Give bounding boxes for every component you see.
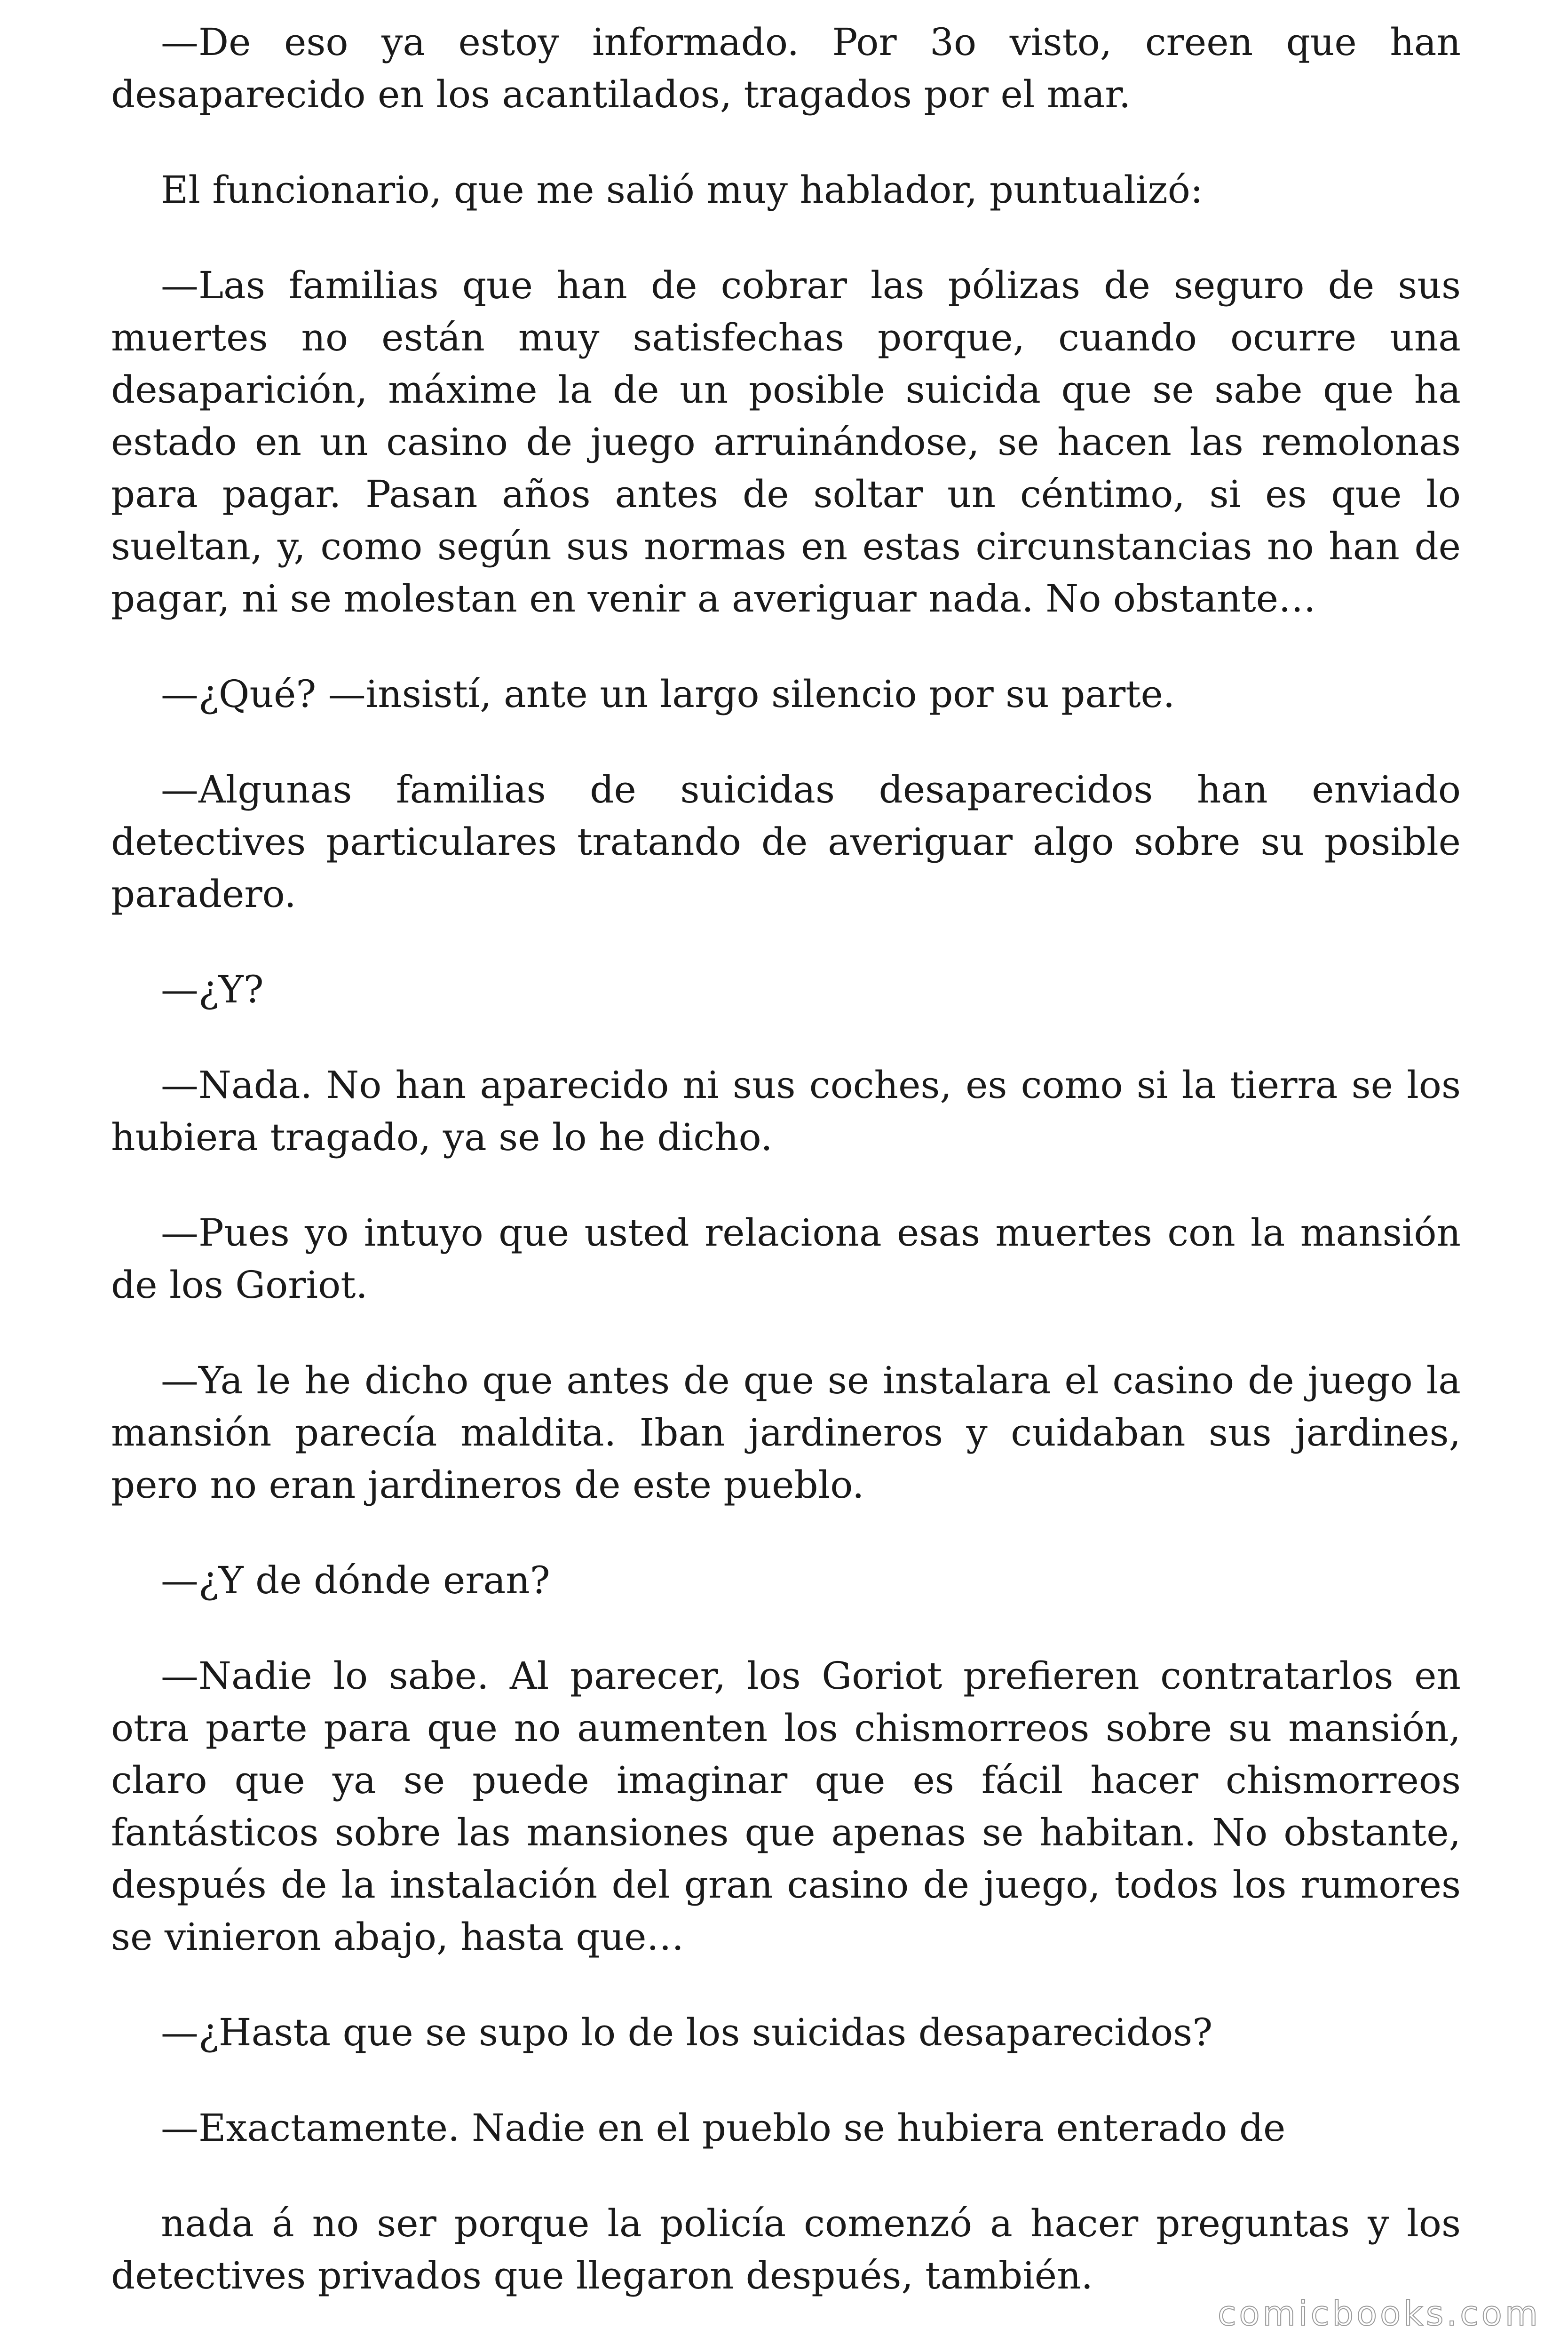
paragraph-1: —De eso ya estoy informado. Por 3o visto, creen que han desaparecido en los acantilados, tragados por el mar. <box>111 20 1461 116</box>
page-body <box>111 16 1461 2345</box>
paragraph-8: —Pues yo intuyo que usted relaciona esas muertes con la mansión de los Goriot. <box>111 1211 1461 1307</box>
paragraph-7: —Nada. No han aparecido ni sus coches, es como si la tierra se los hubiera tragado, ya se lo he dicho. <box>111 1063 1461 1159</box>
paragraph-9: —Ya le he dicho que antes de que se instalara el casino de juego la mansión parecía maldita. Iban jardineros y cuidaban sus jardines, pero no eran jardineros de este pueblo. <box>111 1359 1461 1507</box>
paragraph-2: El funcionario, que me salió muy hablador, puntualizó: <box>161 168 1203 212</box>
watermark: comicbooks.com <box>1217 2294 1541 2333</box>
paragraph-14: nada á no ser porque la policía comenzó a hacer preguntas y los detectives privados que llegaron después, también. <box>111 2201 1461 2297</box>
paragraph-4: —¿Qué? —insistí, ante un largo silencio por su parte. <box>161 672 1175 716</box>
paragraph-6: —¿Y? <box>161 968 264 1011</box>
paragraph-12: —¿Hasta que se supo lo de los suicidas desaparecidos? <box>161 2010 1213 2054</box>
paragraph-5: —Algunas familias de suicidas desaparecidos han enviado detectives particulares tratando de averiguar algo sobre su posible paradero. <box>111 768 1461 916</box>
paragraph-13: —Exactamente. Nadie en el pueblo se hubiera enterado de <box>161 2106 1286 2150</box>
paragraph-11: —Nadie lo sabe. Al parecer, los Goriot prefieren contratarlos en otra parte para que no aumenten los chismorreos sobre su mansión, claro que ya se puede imaginar que es fácil hacer chismorreos fantásticos sobre las mansiones que apenas se habitan. No obstante, después de la instalación del gran casino de juego, todos los rumores se vinieron abajo, hasta que… <box>111 1654 1461 1959</box>
paragraph-3: —Las familias que han de cobrar las pólizas de seguro de sus muertes no están muy satisfechas porque, cuando ocurre una desaparición, máxime la de un posible suicida que se sabe que ha estado en un casino de juego arruinándose, se hacen las remolonas para pagar. Pasan años antes de soltar un céntimo, si es que lo sueltan, y, como según sus normas en estas circunstancias no han de pagar, ni se molestan en venir a averiguar nada. No obstante… <box>111 263 1461 620</box>
paragraph-10: —¿Y de dónde eran? <box>161 1558 550 1602</box>
